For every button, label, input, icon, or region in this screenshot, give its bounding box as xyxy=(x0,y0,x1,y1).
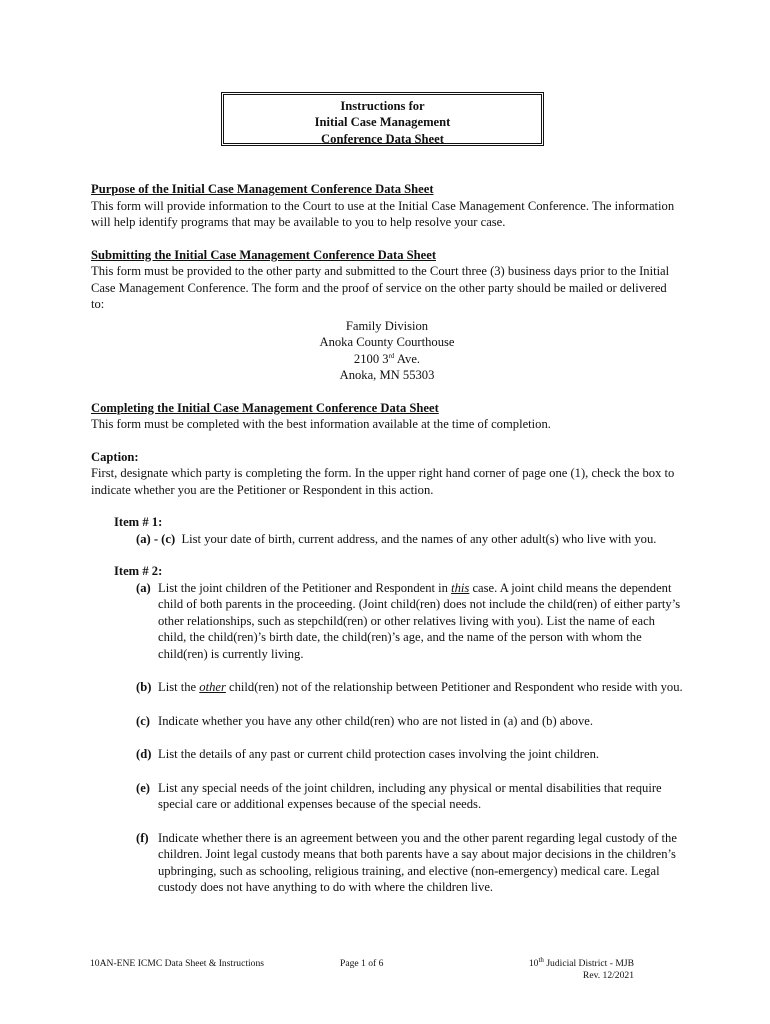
courthouse-address xyxy=(91,318,683,384)
footer-district-number: 10 xyxy=(528,958,539,969)
purpose-heading: Purpose of the Initial Case Management Conference Data Sheet xyxy=(91,182,434,196)
address-street-number: 2100 3 xyxy=(353,351,389,366)
completing-heading: Completing the Initial Case Management Conference Data Sheet xyxy=(91,400,439,415)
footer-form-id: 10AN-ENE ICMC Data Sheet & Instructions xyxy=(90,958,264,969)
item-2-a-emphasis: this xyxy=(451,580,470,595)
item-2-section xyxy=(91,563,683,896)
item-2-c-label: (c) xyxy=(136,713,150,728)
purpose-body: This form will provide information to the Court to use at the Initial Case Management Conference. The information will help identify programs that may be available to you to help resolve your case. xyxy=(91,198,675,229)
item-1-sub-label: (a) - (c) xyxy=(136,531,176,546)
item-2-a-text xyxy=(158,580,683,663)
submitting-section xyxy=(91,247,683,384)
item-2-sub-c xyxy=(136,713,683,730)
document-title-box xyxy=(221,92,544,146)
item-2-b-emphasis: other xyxy=(199,680,226,694)
item-2-b-text xyxy=(158,679,683,696)
footer-district-name: Judicial District - MJB xyxy=(543,958,634,969)
document-body xyxy=(91,181,683,896)
item-2-sub-e xyxy=(136,780,683,813)
caption-section xyxy=(91,449,683,499)
item-1-heading: Item # 1: xyxy=(114,515,163,529)
item-2-d-text: List the details of any past or current child protection cases involving the joint children. xyxy=(158,747,600,761)
item-2-f-label: (f) xyxy=(136,830,149,845)
footer-district xyxy=(526,955,634,982)
item-2-sub-a xyxy=(136,580,683,663)
item-2-a-text-start: List the joint children of the Petitioner and Respondent in xyxy=(158,580,452,595)
footer-revision: Rev. 12/2021 xyxy=(582,970,634,981)
item-2-sub-f xyxy=(136,830,683,896)
item-2-f-text: Indicate whether there is an agreement between you and the other parent regarding legal custody of the children. Joint legal custody means that both parents have a say about major decisions in the children’s upbringing, such as schooling, religious training, and elective (non-emergency) medical care. Legal custody does not have anything to do with where the children live. xyxy=(158,830,677,894)
item-2-b-text-start: List the xyxy=(158,680,200,694)
address-line-2: Anoka County Courthouse xyxy=(319,335,455,349)
title-line-1: Instructions for xyxy=(340,99,425,113)
item-2-b-text-end: child(ren) not of the relationship between Petitioner and Respondent who reside with you. xyxy=(225,680,683,694)
submitting-heading: Submitting the Initial Case Management Conference Data Sheet xyxy=(91,247,437,262)
item-2-sub-d xyxy=(136,746,683,763)
caption-body: First, designate which party is completing the form. In the upper right hand corner of page one (1), check the box to indicate whether you are the Petitioner or Respondent in this action. xyxy=(91,466,675,497)
item-1-sub-a-c xyxy=(136,531,683,548)
purpose-section xyxy=(91,181,683,231)
address-line-1: Family Division xyxy=(345,318,429,333)
footer-district-suffix: th xyxy=(538,955,544,964)
item-2-d-label: (d) xyxy=(136,747,152,761)
item-2-b-label: (b) xyxy=(136,680,152,694)
item-2-heading: Item # 2: xyxy=(114,564,163,578)
address-line-3 xyxy=(91,351,683,368)
item-2-a-text-end: case. A joint child means the dependent child of both parents in the proceeding. (Joint child(ren) does not include the child(ren) of either party’s other relationships, such as stepchild(ren) or other relatives living with you). List the name of each child, the child(ren)’s birth date, the child(ren)’s age, and the name of the person with whom the child(ren) is currently living. xyxy=(158,580,681,661)
title-line-2: Initial Case Management xyxy=(314,115,451,130)
item-1-sub-text: List your date of birth, current address, and the names of any other adult(s) who live with you. xyxy=(181,531,657,546)
footer-page-number: Page 1 of 6 xyxy=(340,958,384,969)
item-1-section xyxy=(91,514,683,547)
submitting-body: This form must be provided to the other party and submitted to the Court three (3) business days prior to the Initial Case Management Conference. The form and the proof of service on the other party should be mailed or delivered to: xyxy=(91,264,670,311)
completing-section xyxy=(91,400,683,433)
address-ordinal-suffix: rd xyxy=(388,351,395,360)
address-street-name: Ave. xyxy=(394,351,421,366)
item-2-a-label: (a) xyxy=(136,580,151,595)
title-line-3: Conference Data Sheet xyxy=(321,131,444,146)
caption-heading: Caption: xyxy=(91,449,139,464)
item-2-sub-b xyxy=(136,679,683,696)
item-2-c-text: Indicate whether you have any other child(ren) who are not listed in (a) and (b) above. xyxy=(158,713,594,728)
item-2-e-label: (e) xyxy=(136,780,150,795)
item-2-e-text: List any special needs of the joint children, including any physical or mental disabilities that require special care or additional expenses because of the special needs. xyxy=(158,780,662,811)
address-line-4: Anoka, MN 55303 xyxy=(339,368,435,382)
completing-body: This form must be completed with the best information available at the time of completion. xyxy=(91,417,551,431)
